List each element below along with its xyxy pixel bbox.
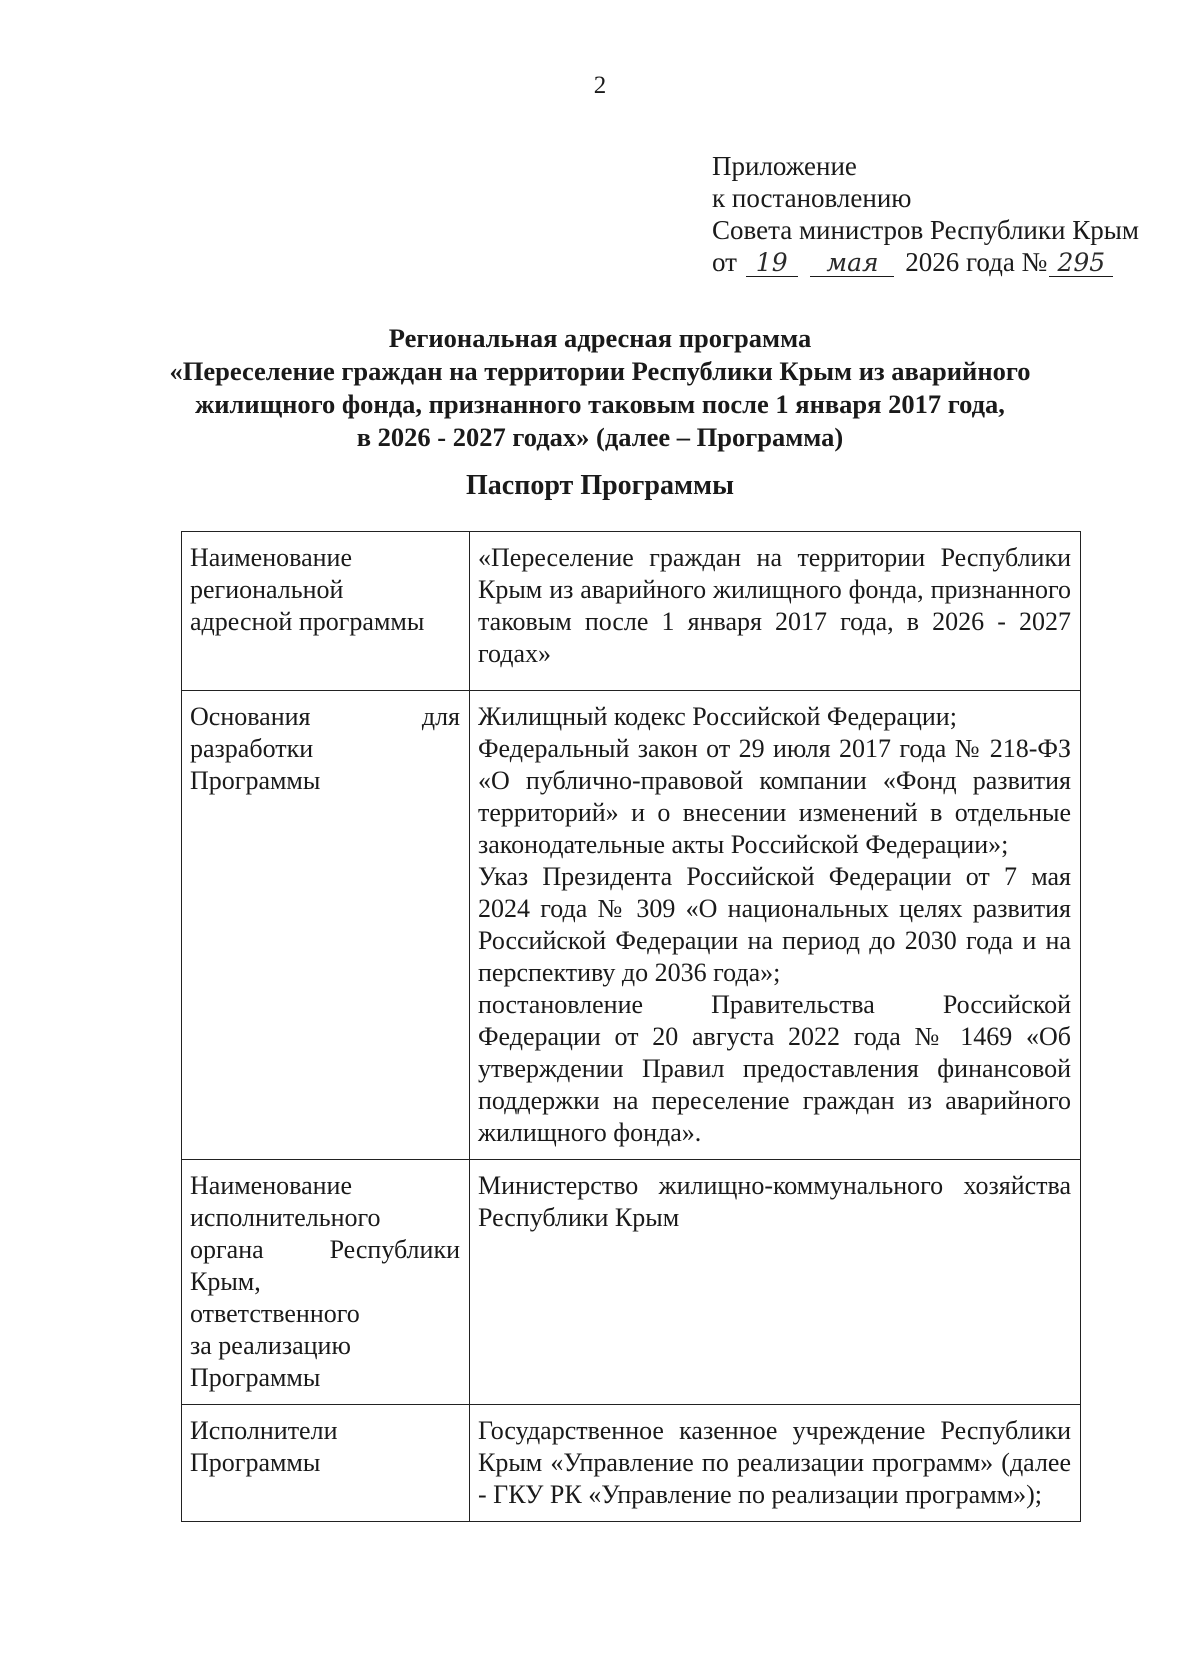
label-line: за реализацию bbox=[190, 1331, 351, 1360]
program-title bbox=[150, 322, 1050, 454]
handwritten-document-number: 295 bbox=[1049, 250, 1113, 277]
label-line: Основания для bbox=[190, 702, 460, 731]
appendix-line-3: Совета министров Республики Крым bbox=[712, 215, 1139, 245]
row-value bbox=[470, 691, 1081, 1160]
value-paragraph: «Переселение граждан на территории Республики Крым из аварийного жилищного фонда, признанного таковым после 1 января 2017 года, в 2026 - 2027 годах» bbox=[478, 543, 1071, 668]
appendix-block bbox=[712, 150, 1139, 278]
title-line-4: в 2026 - 2027 годах» (далее – Программа) bbox=[356, 422, 844, 452]
value-paragraph: Министерство жилищно-коммунального хозяйства Республики Крым bbox=[478, 1171, 1071, 1232]
table-row bbox=[182, 1160, 1081, 1405]
label-line: Программы bbox=[190, 1363, 321, 1392]
label-line: ответственного bbox=[190, 1299, 360, 1328]
row-label bbox=[182, 691, 470, 1160]
value-paragraph: Государственное казенное учреждение Республики Крым «Управление по реализации программ» (далее - ГКУ РК «Управление по реализации программ»); bbox=[478, 1416, 1071, 1509]
value-paragraph: Указ Президента Российской Федерации от 7 мая 2024 года № 309 «О национальных целях развития Российской Федерации на период до 2030 года и на перспективу до 2036 года»; bbox=[478, 862, 1071, 987]
title-line-1: Региональная адресная программа bbox=[388, 323, 812, 353]
passport-table bbox=[181, 531, 1081, 1522]
row-label bbox=[182, 1160, 470, 1405]
label-line: Наименование bbox=[190, 1171, 352, 1200]
value-paragraph: постановление Правительства Российской Федерации от 20 августа 2022 года № 1469 «Об утверждении Правил предоставления финансовой поддержки на переселение граждан из аварийного жилищного фонда». bbox=[478, 990, 1071, 1147]
handwritten-day: 19 bbox=[746, 250, 798, 277]
row-label bbox=[182, 532, 470, 691]
row-value bbox=[470, 532, 1081, 691]
title-line-3: жилищного фонда, признанного таковым после 1 января 2017 года, bbox=[195, 389, 1005, 419]
row-label bbox=[182, 1405, 470, 1522]
label-line: Программы bbox=[190, 1448, 321, 1477]
label-line: Исполнители bbox=[190, 1416, 338, 1445]
passport-title: Паспорт Программы bbox=[466, 470, 734, 501]
value-paragraph: Жилищный кодекс Российской Федерации; bbox=[478, 702, 957, 731]
table-row bbox=[182, 691, 1081, 1160]
row-value bbox=[470, 1160, 1081, 1405]
table-row bbox=[182, 1405, 1081, 1522]
value-paragraph: Федеральный закон от 29 июля 2017 года № 218-ФЗ «О публично-правовой компании «Фонд развития территорий» и о внесении изменений в отдельные законодательные акты Российской Федерации»; bbox=[478, 734, 1071, 859]
appendix-line-1: Приложение bbox=[712, 151, 857, 181]
appendix-line-2: к постановлению bbox=[712, 183, 912, 213]
table-row bbox=[182, 532, 1081, 691]
handwritten-month: мая bbox=[810, 250, 894, 277]
label-line: органа Республики bbox=[190, 1235, 460, 1264]
page-number: 2 bbox=[593, 72, 607, 99]
label-line: адресной программы bbox=[190, 607, 425, 636]
label-line: региональной bbox=[190, 575, 344, 604]
label-line: Наименование bbox=[190, 543, 352, 572]
date-year-text: 2026 года № bbox=[905, 247, 1048, 277]
appendix-date-line bbox=[712, 246, 1139, 278]
label-line: разработки bbox=[190, 734, 314, 763]
row-value bbox=[470, 1405, 1081, 1522]
label-line: Крым, bbox=[190, 1267, 261, 1296]
label-line: Программы bbox=[190, 766, 321, 795]
label-line: исполнительного bbox=[190, 1203, 381, 1232]
title-line-2: «Переселение граждан на территории Республики Крым из аварийного bbox=[169, 356, 1031, 386]
date-prefix: от bbox=[712, 247, 737, 277]
